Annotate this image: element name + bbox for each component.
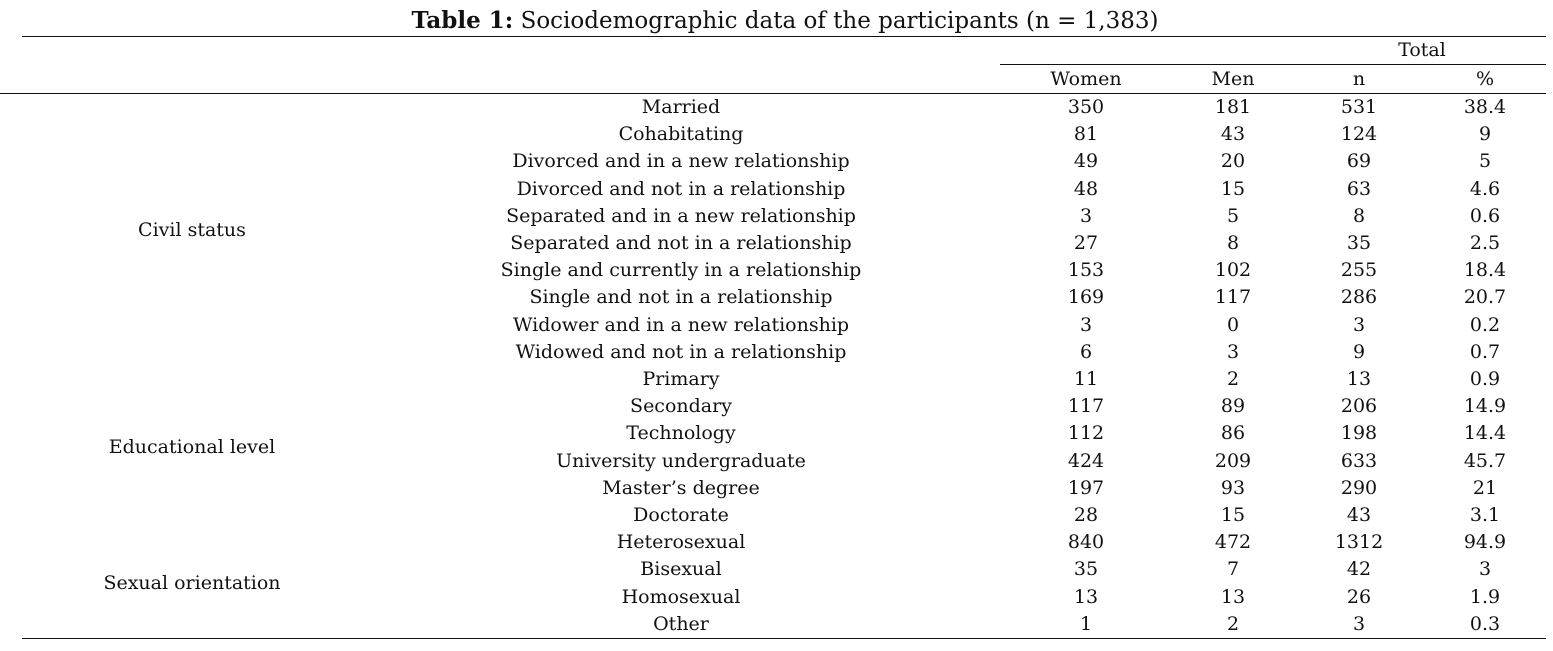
row-total-percent: 45.7 [1463,449,1507,472]
row-women-count: 1 [1079,612,1093,635]
row-women-count: 117 [1067,395,1105,418]
row-label: Master’s degree [602,476,760,499]
row-total-n: 13 [1346,368,1372,390]
row-total-percent: 9 [1478,123,1492,146]
header-women: Women [1050,68,1122,90]
row-women-count: 49 [1073,150,1099,173]
row-total-n: 35 [1346,232,1372,254]
row-men-count: 117 [1214,286,1252,309]
row-men-count: 5 [1226,204,1240,227]
row-total-n: 198 [1340,422,1378,445]
row-men-count: 86 [1220,422,1246,445]
row-women-count: 840 [1067,531,1105,554]
row-men-count: 93 [1220,476,1246,499]
total-header-rule [1000,64,1546,65]
row-women-count: 350 [1067,96,1105,118]
row-men-count: 209 [1214,449,1252,472]
row-total-n: 42 [1346,558,1372,581]
row-total-n: 124 [1340,123,1378,146]
row-total-percent: 38.4 [1463,96,1507,118]
row-women-count: 197 [1067,476,1105,499]
row-label: Secondary [630,395,732,418]
row-total-percent: 14.9 [1463,395,1507,418]
row-total-n: 286 [1340,286,1378,309]
row-men-count: 43 [1220,123,1246,146]
category-label: Educational level [108,436,276,459]
row-total-percent: 3.1 [1469,504,1501,526]
row-women-count: 3 [1079,204,1093,227]
row-men-count: 15 [1220,504,1246,526]
row-label: Divorced and not in a relationship [516,177,846,200]
row-label: Heterosexual [616,531,746,554]
header-n: n [1352,68,1366,90]
row-men-count: 181 [1214,96,1252,118]
table-caption [0,6,1553,36]
row-label: Married [641,96,721,118]
row-total-percent: 14.4 [1463,422,1507,445]
row-women-count: 28 [1073,504,1099,526]
row-men-count: 472 [1214,531,1252,554]
row-label: Primary [642,368,720,390]
table-bottom-rule [22,638,1546,639]
row-men-count: 8 [1226,232,1240,254]
row-label: Other [653,612,709,635]
row-men-count: 102 [1214,259,1252,282]
header-men: Men [1211,68,1255,90]
row-women-count: 81 [1073,123,1099,146]
table-caption-label: Table 1: [411,7,514,34]
row-label: Bisexual [640,558,722,581]
row-men-count: 2 [1226,368,1240,390]
row-total-n: 69 [1346,150,1372,173]
row-total-n: 26 [1346,585,1372,608]
row-total-n: 290 [1340,476,1378,499]
row-women-count: 112 [1067,422,1105,445]
row-men-count: 89 [1220,395,1246,418]
row-women-count: 11 [1073,368,1099,390]
row-label: Widower and in a new relationship [512,313,850,336]
row-total-n: 8 [1352,204,1366,227]
row-total-n: 531 [1340,96,1378,118]
category-label: Sexual orientation [103,572,281,595]
row-total-percent: 94.9 [1463,531,1507,554]
row-men-count: 2 [1226,612,1240,635]
row-women-count: 35 [1073,558,1099,581]
row-total-percent: 21 [1472,476,1498,499]
row-men-count: 13 [1220,585,1246,608]
row-label: Single and currently in a relationship [500,259,862,282]
row-men-count: 3 [1226,340,1240,363]
row-men-count: 20 [1220,150,1246,173]
row-label: Separated and in a new relationship [506,204,856,227]
header-total: Total [1398,39,1446,61]
row-label: Homosexual [621,585,741,608]
row-women-count: 424 [1067,449,1105,472]
row-label: Doctorate [633,504,729,526]
row-total-percent: 2.5 [1469,232,1501,254]
row-total-n: 633 [1340,449,1378,472]
row-label: Separated and not in a relationship [510,232,852,254]
row-label: Technology [626,422,736,445]
row-total-percent: 0.7 [1469,340,1501,363]
row-women-count: 6 [1079,340,1093,363]
row-total-n: 1312 [1334,531,1384,554]
row-total-n: 63 [1346,177,1372,200]
header-percent: % [1475,68,1495,90]
row-total-percent: 0.2 [1469,313,1501,336]
row-label: Widowed and not in a relationship [515,340,847,363]
row-total-n: 206 [1340,395,1378,418]
row-total-percent: 0.9 [1469,368,1501,390]
row-label: Divorced and in a new relationship [512,150,850,173]
row-total-n: 9 [1352,340,1366,363]
row-women-count: 153 [1067,259,1105,282]
row-total-n: 43 [1346,504,1372,526]
category-label: Civil status [138,218,246,241]
row-total-percent: 4.6 [1469,177,1501,200]
row-total-n: 3 [1352,612,1366,635]
row-women-count: 169 [1067,286,1105,309]
row-total-percent: 3 [1478,558,1492,581]
row-women-count: 13 [1073,585,1099,608]
row-women-count: 27 [1073,232,1099,254]
row-men-count: 15 [1220,177,1246,200]
row-total-percent: 18.4 [1463,259,1507,282]
row-label: Cohabitating [618,123,744,146]
row-label: Single and not in a relationship [529,286,833,309]
row-total-percent: 0.3 [1469,612,1501,635]
row-women-count: 48 [1073,177,1099,200]
row-label: University undergraduate [556,449,806,472]
row-women-count: 3 [1079,313,1093,336]
row-total-percent: 20.7 [1463,286,1507,309]
row-total-percent: 0.6 [1469,204,1501,227]
row-men-count: 7 [1226,558,1240,581]
row-men-count: 0 [1226,313,1240,336]
table-caption-text: Sociodemographic data of the participants (n = 1,383) [513,8,1159,34]
row-total-n: 255 [1340,259,1378,282]
row-total-percent: 1.9 [1469,585,1501,608]
row-total-percent: 5 [1478,150,1492,173]
row-total-n: 3 [1352,313,1366,336]
